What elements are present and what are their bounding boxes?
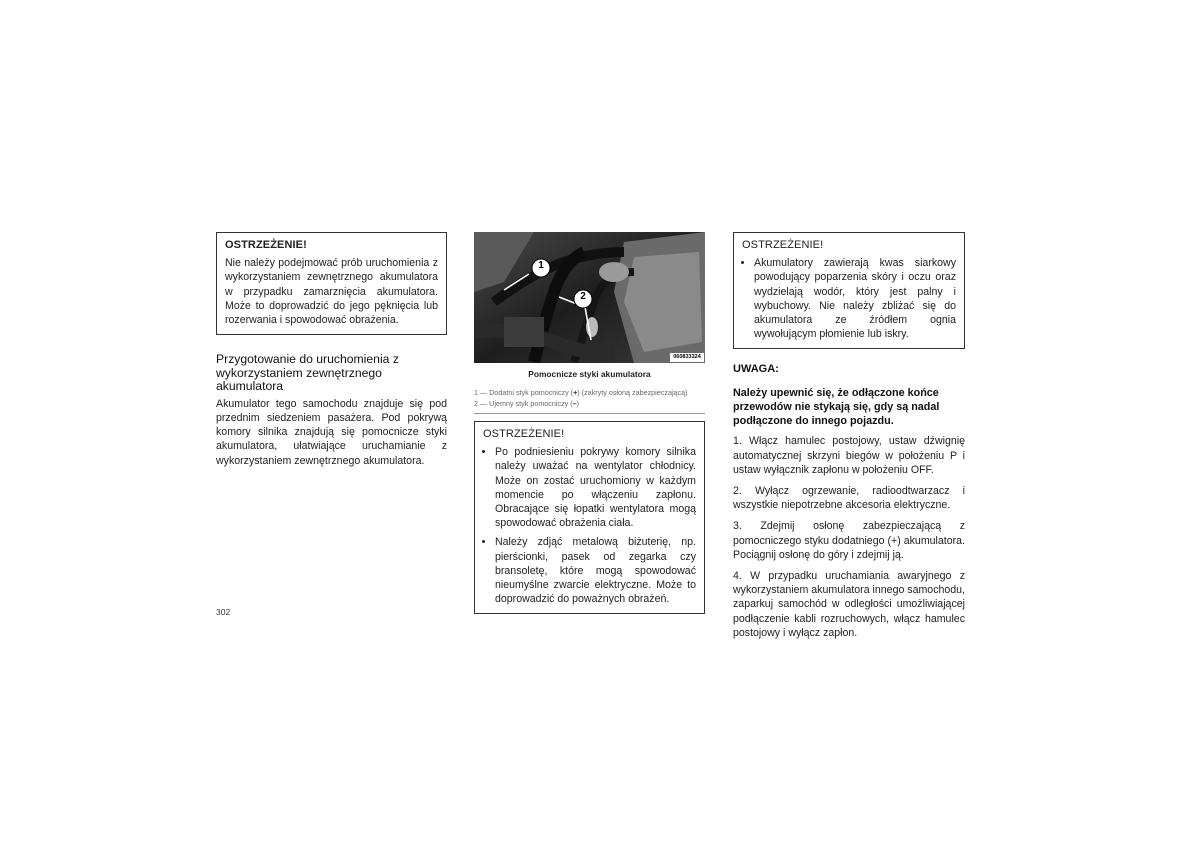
section-heading: Przygotowanie do uruchomienia z wykorzystaniem zewnętrznego akumulatora <box>216 352 399 394</box>
step-1: 1. Włącz hamulec postojowy, ustaw dźwignię automatycznej skrzyni biegów w położeniu P i ustaw wyłącznik zapłonu w położeniu OFF. <box>733 435 965 476</box>
image-code: 060833324 <box>673 354 701 360</box>
callout-1: 1 <box>538 260 544 271</box>
legend-divider <box>474 413 705 414</box>
engine-bay-photo <box>474 232 705 363</box>
warning-box-fan-jewelry <box>474 421 705 614</box>
note-title: UWAGA: <box>733 363 779 376</box>
warning-box-acid <box>733 232 965 349</box>
step-3: 3. Zdejmij osłonę zabezpieczającą z pomocniczego styku dodatniego (+) akumulatora. Pociągnij osłonę do góry i zdejmij ją. <box>733 520 965 561</box>
page-number: 302 <box>216 607 231 617</box>
warning-title: OSTRZEŻENIE! <box>225 239 307 251</box>
middle-column <box>474 232 705 614</box>
section-body: Akumulator tego samochodu znajduje się pod przednim siedzeniem pasażera. Pod pokrywą komory silnika znajdują się pomocnicze styki akumulatora, ułatwiające uruchamianie z wykorzystaniem zewnętrznego akumulatora. <box>216 397 447 467</box>
warning-item-fan: • Po podniesieniu pokrywy komory silnika należy uważać na wentylator chłodnicy. Może on zostać uruchomiony w każdym momencie po włączeniu zapłonu. Obracające się łopatki wentylatora mogą spowodować obrażenia ciała. <box>495 445 696 530</box>
step-2: 2. Wyłącz ogrzewanie, radioodtwarzacz i wszystkie niepotrzebne akcesoria elektryczne. <box>733 485 965 512</box>
warning-title: OSTRZEŻENIE! <box>483 428 565 440</box>
figure-caption: Pomocnicze styki akumulatora <box>528 369 651 379</box>
warning-title: OSTRZEŻENIE! <box>742 239 824 251</box>
right-column <box>733 232 965 647</box>
warning-list <box>483 445 696 606</box>
warning-text: Nie należy podejmować prób uruchomienia z wykorzystaniem zewnętrznego akumulatora w przypadku zamarznięcia akumulatora. Może to doprowadzić do jego pęknięcia lub rozerwania i spowodować obrażenia. <box>225 257 438 327</box>
warning-box-frozen-battery <box>216 232 447 335</box>
warning-item-jewelry: • Należy zdjąć metalową biżuterię, np. pierścionki, pasek od zegarka czy bransoletę, które mogą spowodować nieumyślne zwarcie elektryczne. Może to doprowadzić do poważnych obrażeń. <box>495 535 696 606</box>
left-column <box>216 232 447 468</box>
figure-legend <box>474 387 705 409</box>
legend-item-2: 2 — Ujemny styk pomocniczy (–) <box>474 399 580 408</box>
step-4: 4. W przypadku uruchamiania awaryjnego z wykorzystaniem akumulatora innego samochodu, zaparkuj samochód w odległości umożliwiającej podłączenie kabli rozruchowych, włącz hamulec postojowy i wyłącz zapłon. <box>733 570 966 639</box>
engine-bay-illustration <box>474 232 705 363</box>
callout-2: 2 <box>580 291 586 302</box>
legend-item-1: 1 — Dodatni styk pomocniczy (+) (zakryty osłoną zabezpieczającą) <box>474 388 688 397</box>
warning-item-acid: • Akumulatory zawierają kwas siarkowy powodujący poparzenia skóry i oczu oraz wydzielają wodór, który jest palny i wybuchowy. Nie należy zbliżać się do akumulatora ze źródłem ognia wywołującym płomienie lub iskry. <box>754 256 956 341</box>
warning-list <box>742 256 956 341</box>
note-lead: Należy upewnić się, że odłączone końce przewodów nie stykają się, gdy są nadal podłączone do innego pojazdu. <box>733 387 940 428</box>
